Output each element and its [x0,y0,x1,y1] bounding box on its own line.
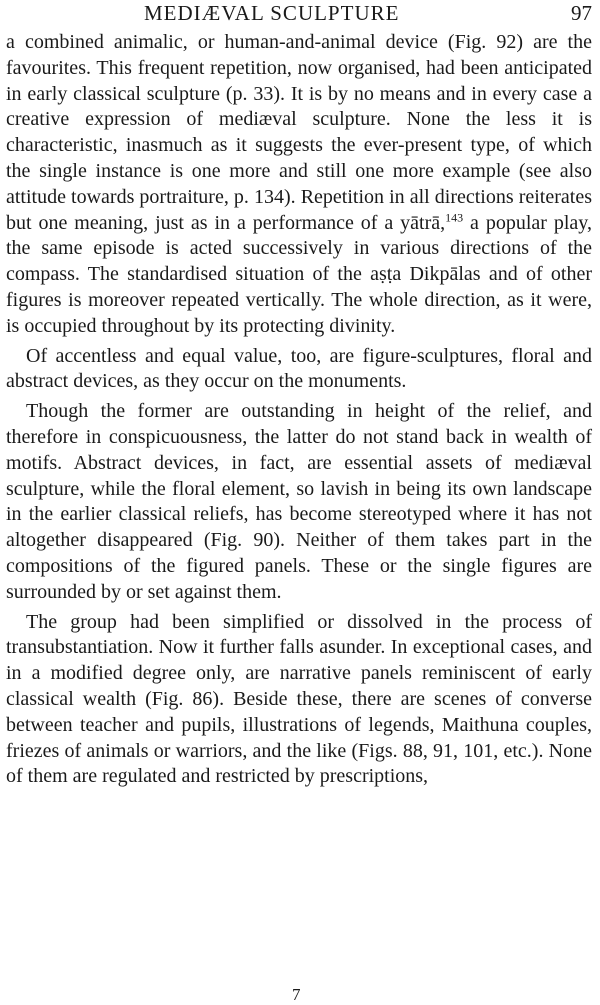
paragraph-1 [6,30,592,340]
body-text [6,30,592,790]
footnote-reference: 143 [445,209,464,224]
running-head [0,0,600,28]
paragraph-2: Of accentless and equal value, too, are figure-sculptures, floral and abstract devices, as they occur on the monuments. [6,344,592,393]
page-number: 97 [571,1,592,25]
paragraph-1-text-after-note: a popular play, the same episode is acted successively in various directions of the compass. The standardised situation of the aṣṭa Dikpālas and of other figures is moreover repeated vertically. The whole direction, as it were, is occupied throughout by its protecting divinity. [6,211,593,337]
paragraph-1-text-before-note: a combined animalic, or human-and-animal device (Fig. 92) are the favourites. This frequent repetition, now organised, had been anticipated in early classical sculpture (p. 33). It is by no means and in every case a creative expression of mediæval sculpture. None the less it is characteristic, inasmuch as it suggests the ever-present type, of which the single instance is one more and still one more example (see also attitude towards portraiture, p. 134). Repetition in all directions reiterates but one meaning, just as in a performance of a yātrā, [6,31,592,234]
running-title: MEDIÆVAL SCULPTURE [144,1,400,25]
paragraph-3: Though the former are outstanding in height of the relief, and therefore in conspicuousness, the latter do not stand back in wealth of motifs. Abstract devices, in fact, are essential assets of mediæval sculpture, while the floral element, so lavish in being its own landscape in the earlier classical reliefs, has become stereotyped where it has not altogether disappeared (Fig. 90). Neither of them takes part in the compositions of the figured panels. These or the single figures are surrounded by or set against them. [6,400,592,603]
signature-mark: 7 [292,985,301,1004]
paragraph-4: The group had been simplified or dissolved in the process of transubstantiation. Now it further falls asunder. In exceptional cases, and in a modified degree only, are narrative panels reminiscent of early classical wealth (Fig. 86). Beside these, there are scenes of converse between teacher and pupils, illustrations of legends, Maithuna couples, friezes of animals or warriors, and the like (Figs. 88, 91, 101, etc.). None of them are regulated and restricted by prescriptions, [6,610,592,788]
